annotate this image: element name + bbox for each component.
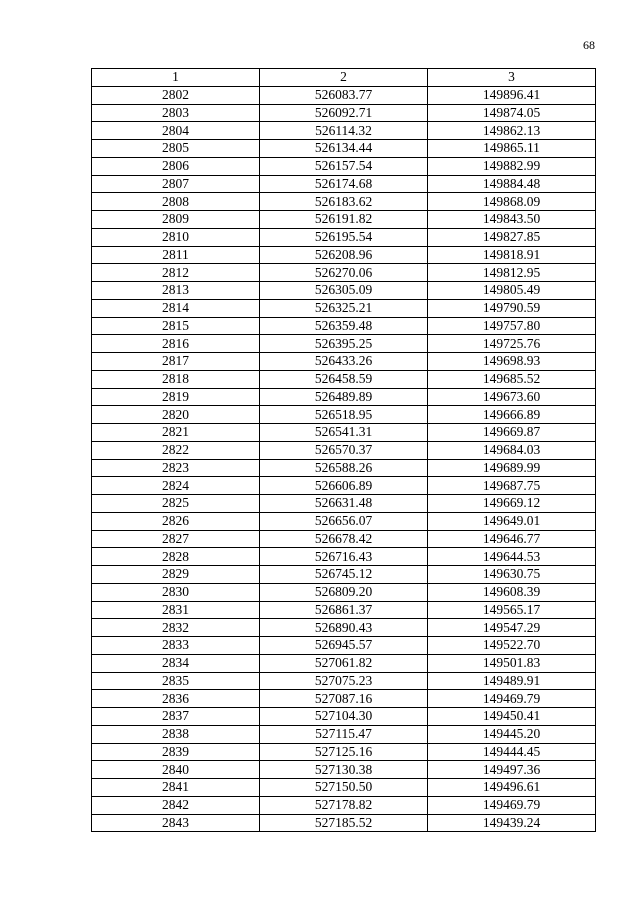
y-coordinate-cell: 149522.70 [428,637,596,655]
table-row [92,175,596,193]
y-coordinate-cell: 149669.87 [428,424,596,442]
table-row [92,246,596,264]
column-header: 1 [92,69,260,87]
point-number-cell: 2839 [92,743,260,761]
point-number-cell: 2812 [92,264,260,282]
y-coordinate-cell: 149790.59 [428,299,596,317]
table-row [92,690,596,708]
table-row [92,566,596,584]
point-number-cell: 2826 [92,512,260,530]
y-coordinate-cell: 149874.05 [428,104,596,122]
y-coordinate-cell: 149818.91 [428,246,596,264]
x-coordinate-cell: 527125.16 [260,743,428,761]
point-number-cell: 2828 [92,548,260,566]
table-row [92,637,596,655]
table-row [92,459,596,477]
y-coordinate-cell: 149547.29 [428,619,596,637]
x-coordinate-cell: 526183.62 [260,193,428,211]
point-number-cell: 2806 [92,157,260,175]
y-coordinate-cell: 149649.01 [428,512,596,530]
table-row [92,122,596,140]
coordinates-table [91,68,596,832]
point-number-cell: 2830 [92,583,260,601]
point-number-cell: 2807 [92,175,260,193]
y-coordinate-cell: 149439.24 [428,814,596,832]
x-coordinate-cell: 526890.43 [260,619,428,637]
table-row [92,743,596,761]
point-number-cell: 2821 [92,424,260,442]
x-coordinate-cell: 526656.07 [260,512,428,530]
table-row [92,86,596,104]
table-row [92,282,596,300]
x-coordinate-cell: 526745.12 [260,566,428,584]
y-coordinate-cell: 149565.17 [428,601,596,619]
x-coordinate-cell: 526433.26 [260,353,428,371]
y-coordinate-cell: 149882.99 [428,157,596,175]
table-row [92,708,596,726]
y-coordinate-cell: 149805.49 [428,282,596,300]
table-row [92,299,596,317]
point-number-cell: 2813 [92,282,260,300]
x-coordinate-cell: 526270.06 [260,264,428,282]
point-number-cell: 2832 [92,619,260,637]
y-coordinate-cell: 149469.79 [428,796,596,814]
table-row [92,796,596,814]
y-coordinate-cell: 149445.20 [428,725,596,743]
point-number-cell: 2805 [92,140,260,158]
x-coordinate-cell: 526541.31 [260,424,428,442]
x-coordinate-cell: 526305.09 [260,282,428,300]
point-number-cell: 2822 [92,441,260,459]
y-coordinate-cell: 149698.93 [428,353,596,371]
table-header-row [92,69,596,87]
table-row [92,140,596,158]
y-coordinate-cell: 149689.99 [428,459,596,477]
table-row [92,530,596,548]
point-number-cell: 2836 [92,690,260,708]
table-row [92,512,596,530]
y-coordinate-cell: 149862.13 [428,122,596,140]
point-number-cell: 2820 [92,406,260,424]
point-number-cell: 2841 [92,779,260,797]
x-coordinate-cell: 526395.25 [260,335,428,353]
table-row [92,761,596,779]
table-row [92,370,596,388]
x-coordinate-cell: 526716.43 [260,548,428,566]
x-coordinate-cell: 527150.50 [260,779,428,797]
table-row [92,601,596,619]
x-coordinate-cell: 526606.89 [260,477,428,495]
y-coordinate-cell: 149687.75 [428,477,596,495]
point-number-cell: 2833 [92,637,260,655]
point-number-cell: 2831 [92,601,260,619]
y-coordinate-cell: 149646.77 [428,530,596,548]
y-coordinate-cell: 149501.83 [428,654,596,672]
table-row [92,548,596,566]
table-row [92,193,596,211]
table-row [92,406,596,424]
x-coordinate-cell: 526325.21 [260,299,428,317]
table-row [92,441,596,459]
table-row [92,335,596,353]
y-coordinate-cell: 149884.48 [428,175,596,193]
table-row [92,264,596,282]
x-coordinate-cell: 527087.16 [260,690,428,708]
y-coordinate-cell: 149608.39 [428,583,596,601]
x-coordinate-cell: 526518.95 [260,406,428,424]
table-row [92,317,596,335]
x-coordinate-cell: 526588.26 [260,459,428,477]
point-number-cell: 2829 [92,566,260,584]
x-coordinate-cell: 526489.89 [260,388,428,406]
point-number-cell: 2815 [92,317,260,335]
y-coordinate-cell: 149497.36 [428,761,596,779]
y-coordinate-cell: 149757.80 [428,317,596,335]
y-coordinate-cell: 149868.09 [428,193,596,211]
x-coordinate-cell: 527061.82 [260,654,428,672]
x-coordinate-cell: 526092.71 [260,104,428,122]
y-coordinate-cell: 149812.95 [428,264,596,282]
table-row [92,424,596,442]
point-number-cell: 2827 [92,530,260,548]
table-row [92,104,596,122]
point-number-cell: 2810 [92,228,260,246]
x-coordinate-cell: 526458.59 [260,370,428,388]
point-number-cell: 2811 [92,246,260,264]
table-row [92,353,596,371]
y-coordinate-cell: 149469.79 [428,690,596,708]
x-coordinate-cell: 526208.96 [260,246,428,264]
table-row [92,619,596,637]
x-coordinate-cell: 526570.37 [260,441,428,459]
y-coordinate-cell: 149496.61 [428,779,596,797]
y-coordinate-cell: 149725.76 [428,335,596,353]
y-coordinate-cell: 149630.75 [428,566,596,584]
point-number-cell: 2803 [92,104,260,122]
point-number-cell: 2816 [92,335,260,353]
x-coordinate-cell: 526861.37 [260,601,428,619]
point-number-cell: 2814 [92,299,260,317]
point-number-cell: 2819 [92,388,260,406]
x-coordinate-cell: 526114.32 [260,122,428,140]
x-coordinate-cell: 527115.47 [260,725,428,743]
table-row [92,495,596,513]
x-coordinate-cell: 526678.42 [260,530,428,548]
x-coordinate-cell: 527178.82 [260,796,428,814]
table-row [92,157,596,175]
table-row [92,228,596,246]
point-number-cell: 2835 [92,672,260,690]
table-row [92,211,596,229]
y-coordinate-cell: 149644.53 [428,548,596,566]
column-header: 3 [428,69,596,87]
y-coordinate-cell: 149673.60 [428,388,596,406]
point-number-cell: 2818 [92,370,260,388]
x-coordinate-cell: 526945.57 [260,637,428,655]
y-coordinate-cell: 149684.03 [428,441,596,459]
x-coordinate-cell: 526083.77 [260,86,428,104]
x-coordinate-cell: 527130.38 [260,761,428,779]
point-number-cell: 2837 [92,708,260,726]
x-coordinate-cell: 527185.52 [260,814,428,832]
point-number-cell: 2838 [92,725,260,743]
table-row [92,583,596,601]
column-header: 2 [260,69,428,87]
y-coordinate-cell: 149896.41 [428,86,596,104]
table-row [92,672,596,690]
y-coordinate-cell: 149843.50 [428,211,596,229]
point-number-cell: 2804 [92,122,260,140]
y-coordinate-cell: 149450.41 [428,708,596,726]
y-coordinate-cell: 149669.12 [428,495,596,513]
point-number-cell: 2824 [92,477,260,495]
point-number-cell: 2825 [92,495,260,513]
point-number-cell: 2823 [92,459,260,477]
y-coordinate-cell: 149444.45 [428,743,596,761]
y-coordinate-cell: 149865.11 [428,140,596,158]
page-number: 68 [583,38,595,52]
table-row [92,814,596,832]
x-coordinate-cell: 526157.54 [260,157,428,175]
x-coordinate-cell: 526134.44 [260,140,428,158]
table-row [92,388,596,406]
x-coordinate-cell: 526809.20 [260,583,428,601]
point-number-cell: 2834 [92,654,260,672]
point-number-cell: 2843 [92,814,260,832]
x-coordinate-cell: 526195.54 [260,228,428,246]
x-coordinate-cell: 526359.48 [260,317,428,335]
x-coordinate-cell: 526174.68 [260,175,428,193]
x-coordinate-cell: 526191.82 [260,211,428,229]
x-coordinate-cell: 527075.23 [260,672,428,690]
point-number-cell: 2840 [92,761,260,779]
x-coordinate-cell: 526631.48 [260,495,428,513]
table-row [92,779,596,797]
y-coordinate-cell: 149827.85 [428,228,596,246]
point-number-cell: 2808 [92,193,260,211]
x-coordinate-cell: 527104.30 [260,708,428,726]
y-coordinate-cell: 149666.89 [428,406,596,424]
table-row [92,725,596,743]
point-number-cell: 2817 [92,353,260,371]
point-number-cell: 2809 [92,211,260,229]
table-row [92,477,596,495]
point-number-cell: 2802 [92,86,260,104]
y-coordinate-cell: 149489.91 [428,672,596,690]
y-coordinate-cell: 149685.52 [428,370,596,388]
point-number-cell: 2842 [92,796,260,814]
table-row [92,654,596,672]
table-body [92,86,596,832]
